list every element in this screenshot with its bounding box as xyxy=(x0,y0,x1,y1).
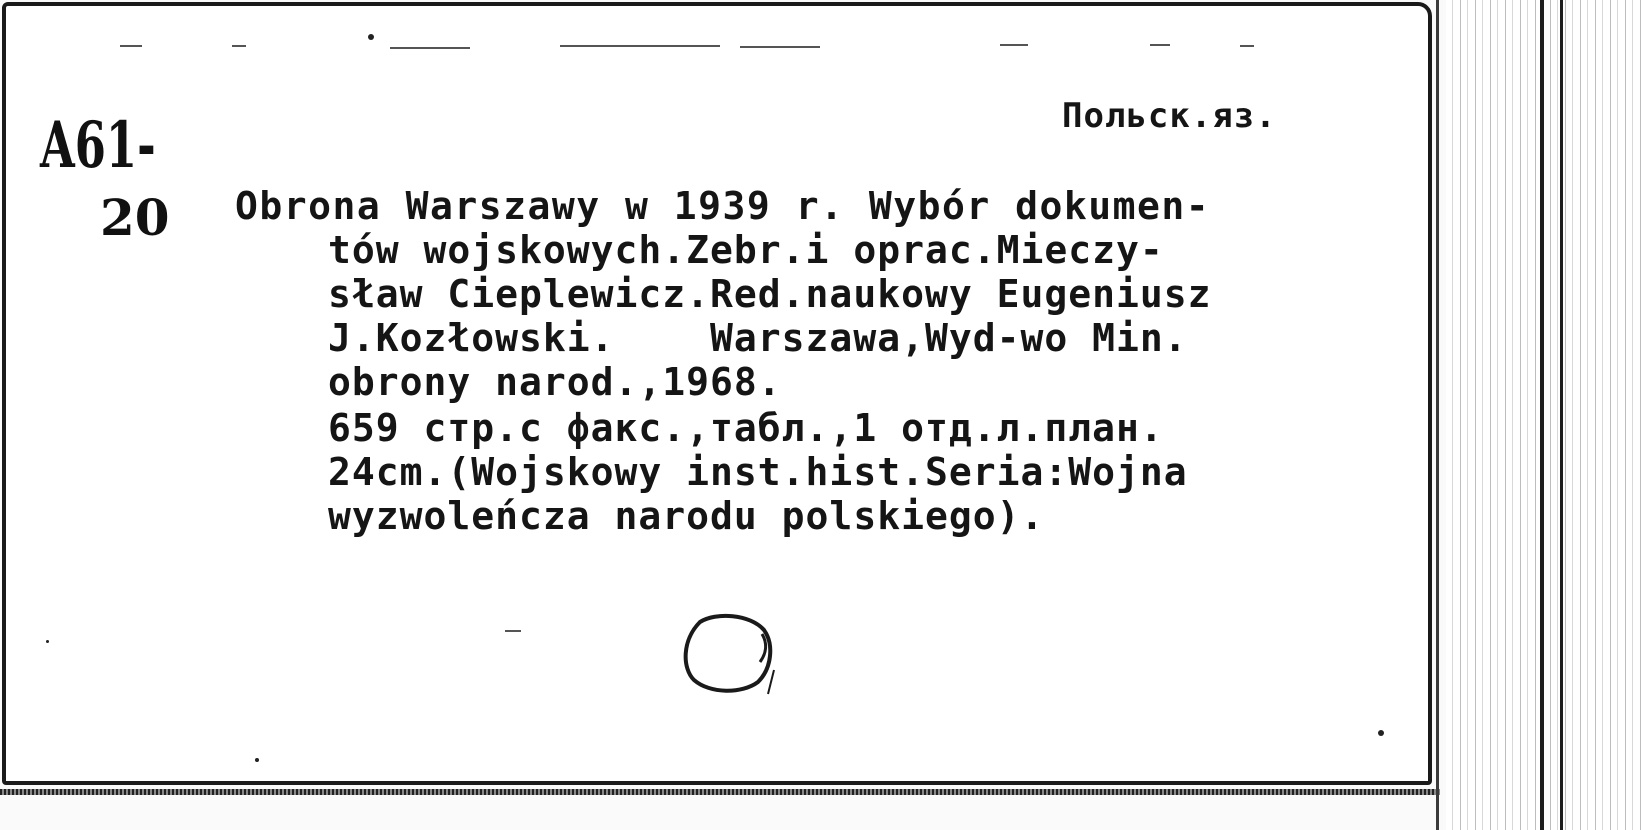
ruling-mark xyxy=(1240,45,1254,47)
ruling-mark xyxy=(560,45,720,47)
ruling-mark xyxy=(740,46,820,48)
ruling-mark xyxy=(120,45,142,47)
entry-line: tów wojskowych.Zebr.i oprac.Mieczy- xyxy=(328,228,1164,272)
entry-line: sław Cieplewicz.Red.naukowy Eugeniusz xyxy=(328,272,1212,316)
ruling-mark xyxy=(232,45,246,47)
ink-dot xyxy=(255,758,259,762)
ruling-mark xyxy=(1150,44,1170,46)
entry-line: wyzwoleńcza narodu polskiego). xyxy=(328,494,1045,538)
ink-dot xyxy=(1378,730,1384,736)
entry-line: 24cm.(Wojskowy inst.hist.Seria:Wojna xyxy=(328,450,1188,494)
ink-dot xyxy=(46,640,49,643)
card-edge-line xyxy=(1540,0,1544,830)
card-edge-line xyxy=(1560,0,1563,830)
entry-title-line: Obrona Warszawy w 1939 r. Wybór dokumen- xyxy=(235,184,1211,228)
call-number-line2: 20 xyxy=(100,188,170,247)
stacked-cards-edge xyxy=(1446,0,1643,830)
entry-line: obrony narod.,1968. xyxy=(328,360,782,404)
entry-line: J.Kozłowski. Warszawa,Wyd-wo Min. xyxy=(328,316,1188,360)
ruling-mark xyxy=(390,47,470,49)
ruling-mark xyxy=(1000,44,1028,46)
call-number-line1: A61- xyxy=(40,108,156,183)
card-edge-line xyxy=(1436,0,1439,830)
language-heading: Польск.яз. xyxy=(1062,96,1277,136)
ruling-mark xyxy=(505,630,521,632)
card-bottom-edge xyxy=(0,789,1440,795)
entry-line: 659 стр.с факс.,табл.,1 отд.л.план. xyxy=(328,406,1164,450)
ink-dot xyxy=(368,34,374,40)
punch-hole-icon xyxy=(680,610,776,696)
